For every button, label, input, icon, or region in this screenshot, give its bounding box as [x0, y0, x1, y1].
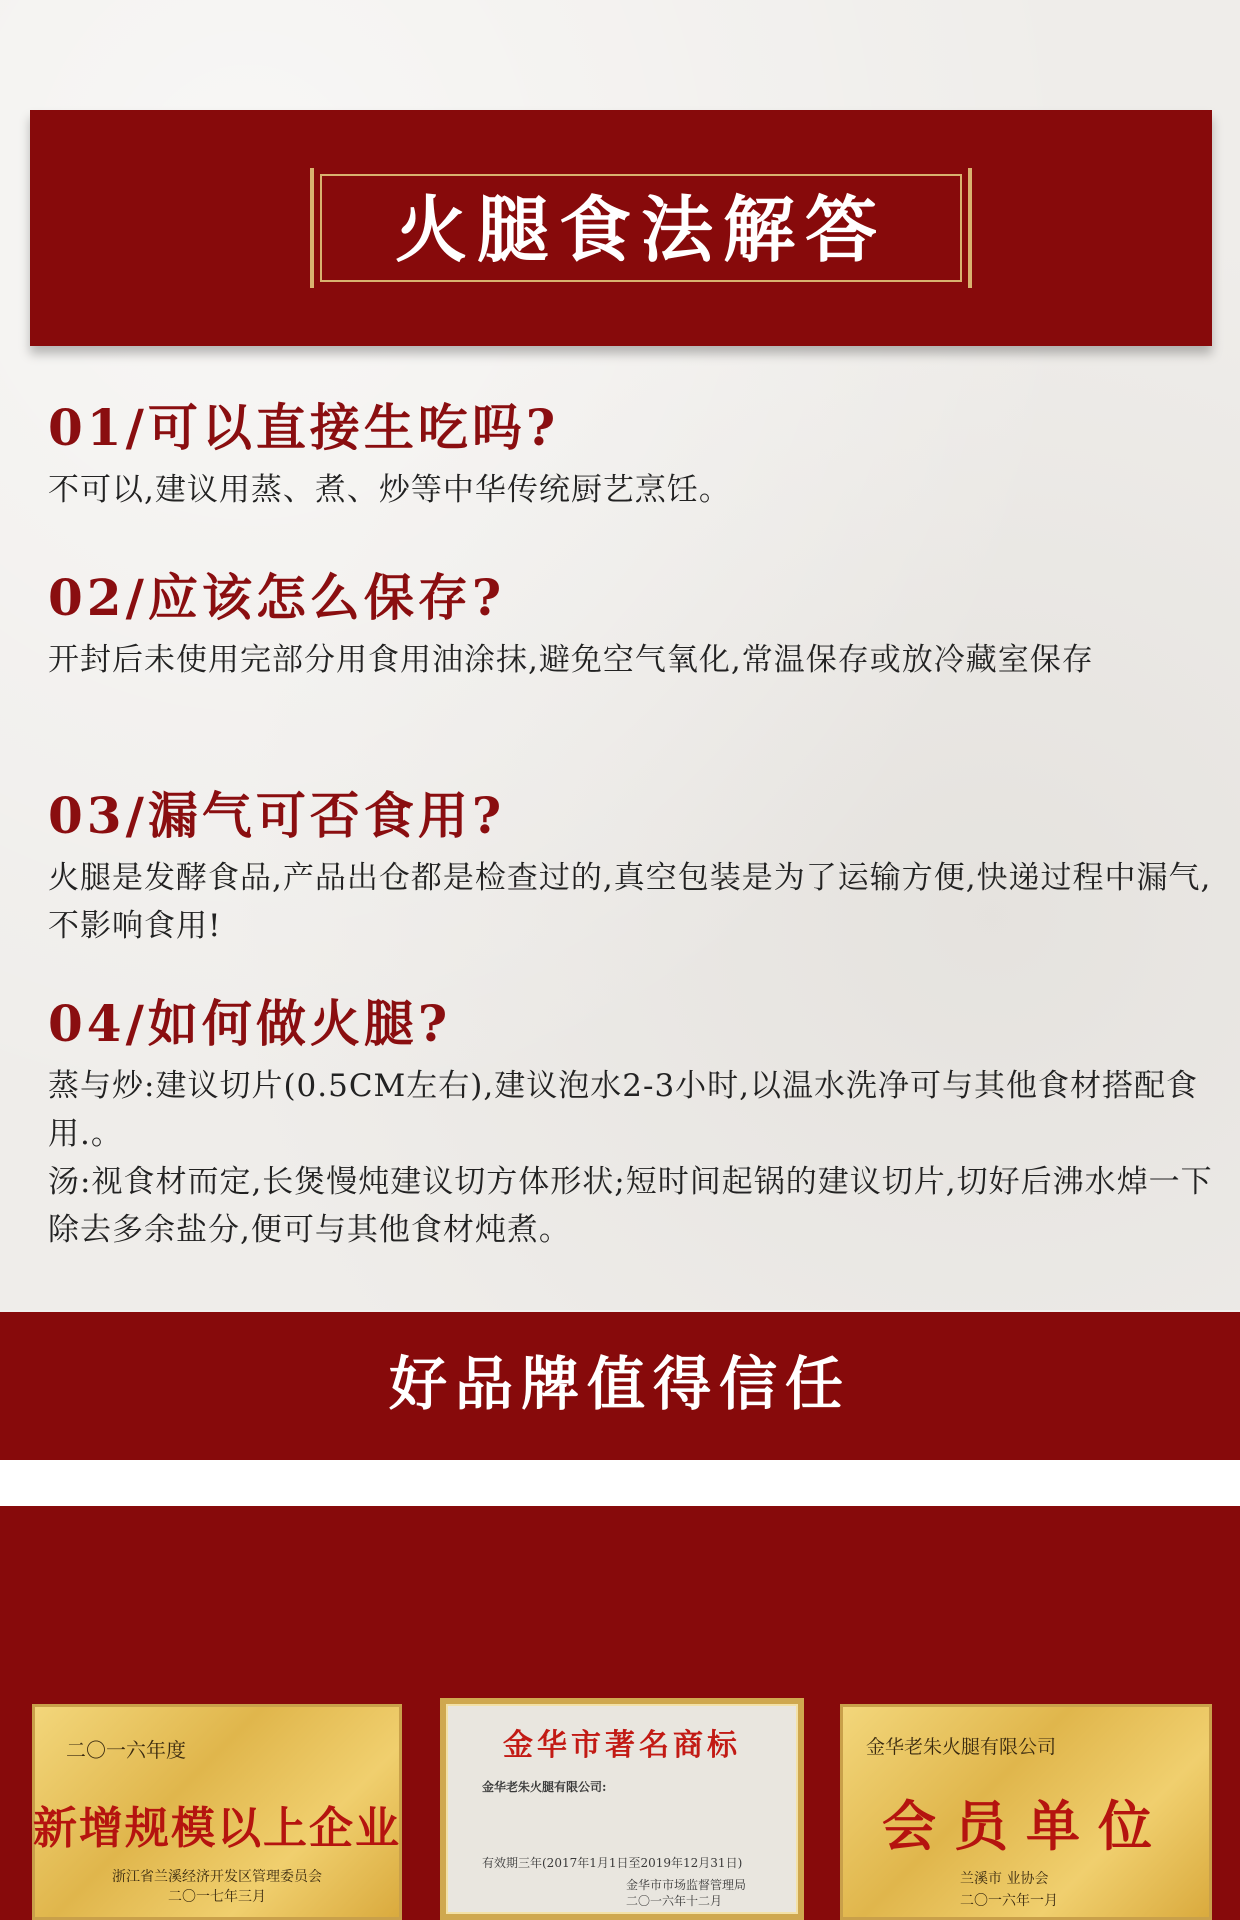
faq-item-1: [48, 398, 1218, 514]
faq-question-3: 03/漏气可否食用?: [48, 786, 506, 845]
faq-item-4: [48, 994, 1218, 1254]
certificate-1-date: 二〇一七年三月: [168, 1889, 266, 1905]
faq-answer-4a: 蒸与炒:建议切片(0.5CM左右),建议泡水2-3小时,以温水洗净可与其他食材搭配食用.。: [48, 1068, 1199, 1152]
certificate-2-issuer: 金华市市场监督管理局: [626, 1878, 747, 1892]
certificate-2-date: 二〇一六年十二月: [626, 1894, 723, 1908]
page-title: 火腿食法解答: [394, 187, 887, 272]
certificate-3: [840, 1704, 1212, 1920]
faq-answer-3: 火腿是发酵食品,产品出仓都是检查过的,真空包装是为了运输方便,快递过程中漏气,不影响食用!: [48, 860, 1212, 944]
certificate-3-issuer: 兰溪市 业协会: [960, 1871, 1049, 1887]
certificate-2-validity: 有效期三年(2017年1月1日至2019年12月31日): [482, 1856, 743, 1870]
certificate-2-title: 金华市著名商标: [503, 1728, 741, 1763]
faq-question-4: 04/如何做火腿?: [48, 994, 452, 1053]
faq-answer-2: 开封后未使用完部分用食用油涂抹,避免空气氧化,常温保存或放冷藏室保存: [48, 642, 1094, 678]
certificate-3-date: 二〇一六年一月: [960, 1893, 1058, 1909]
certificate-1: [32, 1704, 402, 1920]
certificate-3-title: 会员单位: [882, 1794, 1170, 1858]
brand-title: 好品牌值得信任: [388, 1350, 851, 1418]
certificate-2-recipient: 金华老朱火腿有限公司:: [482, 1780, 607, 1794]
faq-answer-1: 不可以,建议用蒸、煮、炒等中华传统厨艺烹饪。: [48, 472, 731, 508]
brand-band: [0, 1312, 1240, 1460]
faq-item-3: [48, 786, 1218, 950]
certificate-1-issuer: 浙江省兰溪经济开发区管理委员会: [112, 1869, 322, 1885]
faq-answer-4b: 汤:视食材而定,长煲慢炖建议切方体形状;短时间起锅的建议切片,切好后沸水焯一下除去多余盐分,便可与其他食材炖煮。: [48, 1164, 1213, 1248]
certificate-area: [0, 1506, 1240, 1920]
faq-item-2: [48, 568, 1218, 684]
title-banner: [30, 110, 1212, 346]
section-gap: [0, 1460, 1240, 1506]
certificate-2: [440, 1698, 804, 1920]
title-frame: [320, 174, 962, 282]
certificate-1-title: 新增规模以上企业: [33, 1803, 401, 1854]
faq-question-1: 01/可以直接生吃吗?: [48, 398, 560, 457]
certificate-1-year: 二〇一六年度: [66, 1738, 186, 1762]
certificate-3-company: 金华老朱火腿有限公司: [866, 1736, 1057, 1758]
faq-question-2: 02/应该怎么保存?: [48, 568, 506, 627]
